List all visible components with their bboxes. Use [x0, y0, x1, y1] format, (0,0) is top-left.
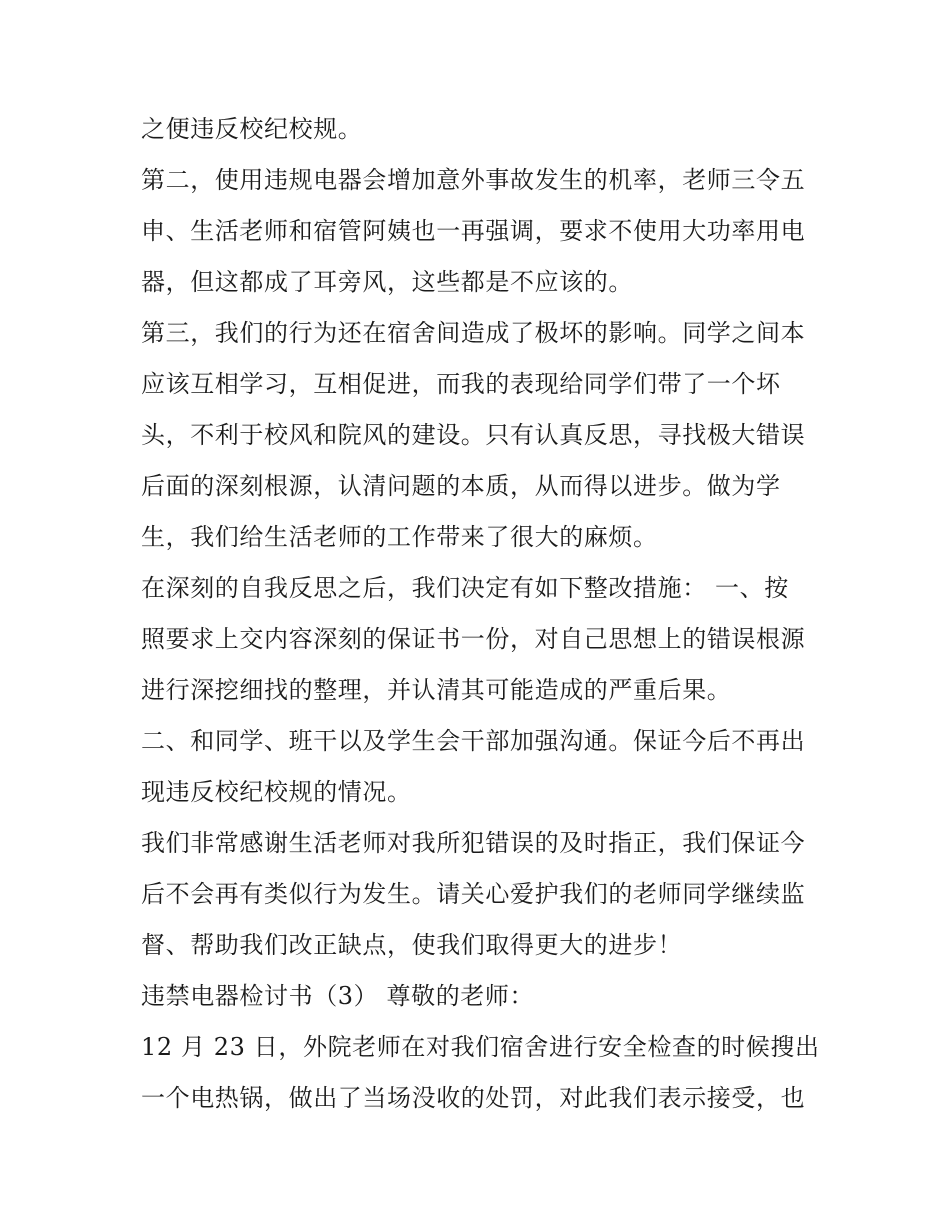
- text-line: 之便违反校纪校规。: [141, 115, 363, 143]
- text-line: 照要求上交内容深刻的保证书一份，对自己思想上的错误根源: [141, 625, 806, 653]
- document-body: [141, 108, 821, 1128]
- text-line: 现违反校纪校规的情况。: [141, 778, 412, 806]
- text-line: 12 月 23 日，外院老师在对我们宿舍进行安全检查的时候搜出: [141, 1033, 820, 1061]
- text-line: 一个电热锅，做出了当场没收的处罚，对此我们表示接受，也: [141, 1084, 806, 1112]
- text-line: 后面的深刻根源，认清问题的本质，从而得以进步。做为学: [141, 472, 781, 500]
- text-line: 第三，我们的行为还在宿舍间造成了极坏的影响。同学之间本: [141, 319, 806, 347]
- text-line: 头，不利于校风和院风的建设。只有认真反思，寻找极大错误: [141, 421, 806, 449]
- text-line: 申、生活老师和宿管阿姨也一再强调，要求不使用大功率用电: [141, 217, 806, 245]
- text-line: 第二，使用违规电器会增加意外事故发生的机率，老师三令五: [141, 166, 806, 194]
- text-line: 二、和同学、班干以及学生会干部加强沟通。保证今后不再出: [141, 727, 806, 755]
- text-line: 器，但这都成了耳旁风，这些都是不应该的。: [141, 268, 633, 296]
- section-heading: 违禁电器检讨书（3） 尊敬的老师：: [141, 982, 535, 1010]
- text-line: 在深刻的自我反思之后，我们决定有如下整改措施： 一、按: [141, 574, 789, 602]
- text-line: 生，我们给生活老师的工作带来了很大的麻烦。: [141, 523, 658, 551]
- text-line: 我们非常感谢生活老师对我所犯错误的及时指正，我们保证今: [141, 829, 806, 857]
- text-line: 督、帮助我们改正缺点，使我们取得更大的进步！: [141, 931, 683, 959]
- text-line: 应该互相学习，互相促进，而我的表现给同学们带了一个坏: [141, 370, 781, 398]
- text-line: 进行深挖细找的整理，并认清其可能造成的严重后果。: [141, 676, 732, 704]
- text-line: 后不会再有类似行为发生。请关心爱护我们的老师同学继续监: [141, 880, 806, 908]
